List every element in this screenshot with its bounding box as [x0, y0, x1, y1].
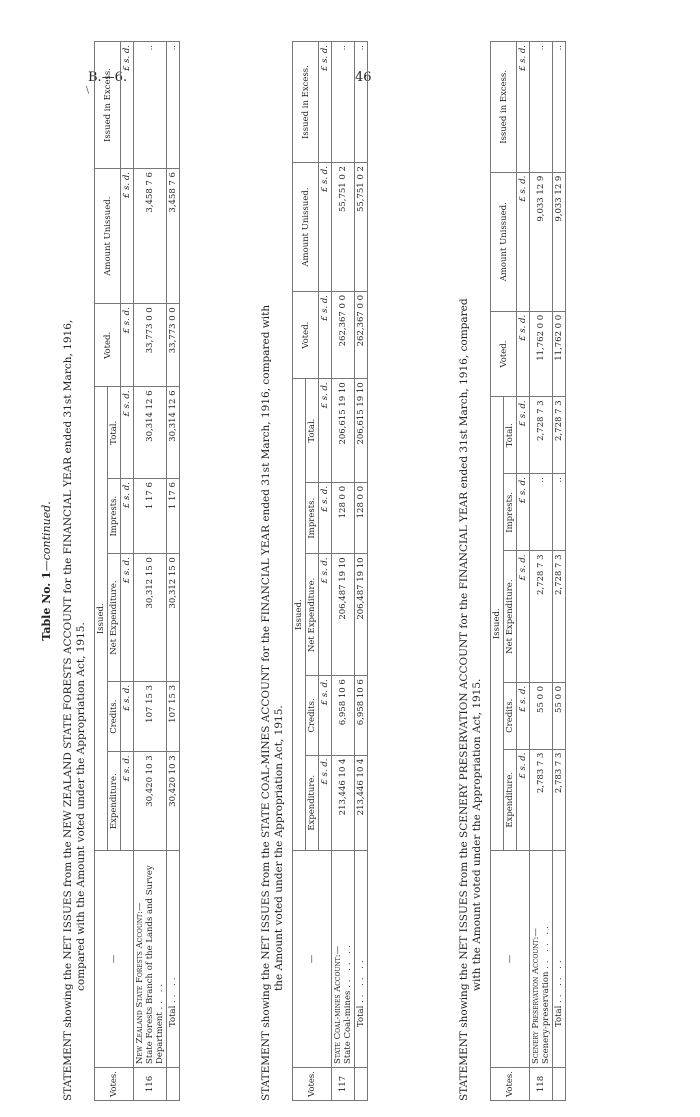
- unit: £ s. d.: [517, 682, 530, 749]
- unit: £ s. d.: [517, 41, 530, 172]
- unissued-value: 3,458 7 6: [134, 168, 167, 303]
- net-expenditure-value: 206,487 19 10: [332, 553, 355, 675]
- statement-heading: STATEMENT showing the NET ISSUES from the NEW ZEALAND STATE FORESTS ACCOUNT for the FINANCIAL YEAR ended 31st March, 1916, compared with the Amount voted under the Appropriation Act, 1915.: [62, 319, 87, 1101]
- total-row: [553, 41, 566, 1100]
- total-imprests: 128 0 0: [355, 482, 368, 554]
- item-description: State Coal-mines Account:— State Coal-mines .. .. ..: [332, 850, 355, 1067]
- issues-table: [292, 41, 368, 1101]
- expenditure-value: 213,446 10 4: [332, 755, 355, 850]
- unissued-header: Amount Unissued.: [491, 172, 517, 311]
- vote-blank: [355, 1067, 368, 1100]
- statement-coal-mines: [260, 41, 368, 1101]
- table-row: [134, 41, 167, 1100]
- description-header: —: [293, 850, 332, 1067]
- issued-header: Issued.: [95, 386, 108, 850]
- net-expenditure-value: 30,312 15 0: [134, 553, 167, 681]
- unit: £ s. d.: [319, 41, 332, 162]
- total-unissued: 55,751 0 2: [355, 162, 368, 291]
- vote-number: 117: [332, 1067, 355, 1100]
- voted-value: 33,773 0 0: [134, 303, 167, 386]
- total-unissued: 3,458 7 6: [167, 168, 180, 303]
- imprests-value: 1 17 6: [134, 478, 167, 553]
- description-header: —: [491, 850, 530, 1067]
- total-voted: 33,773 0 0: [167, 303, 180, 386]
- total-expenditure: 2,783 7 3: [553, 749, 566, 850]
- total-credits: 6,958 10 6: [355, 675, 368, 754]
- unit: £ s. d.: [319, 291, 332, 378]
- votes-header: Votes.: [293, 1067, 332, 1100]
- total-label: Total .. .. ..: [553, 850, 566, 1067]
- excess-header: Issued in Excess.: [491, 41, 517, 172]
- excess-header: Issued in Excess.: [95, 41, 121, 168]
- total-credits: 55 0 0: [553, 682, 566, 749]
- unit: £ s. d.: [517, 311, 530, 397]
- page-code: B.—6.: [88, 70, 128, 85]
- statement-heading: STATEMENT showing the NET ISSUES from the STATE COAL-MINES ACCOUNT for the FINANCIAL YEAR ended 31st March, 1916, compared with the Amount voted under the Appropriation Act, 1915.: [260, 304, 285, 1101]
- issues-table: [94, 41, 180, 1101]
- expenditure-value: 30,420 10 3: [134, 751, 167, 850]
- voted-value: 262,367 0 0: [332, 291, 355, 378]
- unit: £ s. d.: [121, 553, 134, 681]
- imprests-header: Imprests.: [504, 473, 517, 550]
- unit: £ s. d.: [319, 378, 332, 482]
- total-value: 30,314 12 6: [134, 386, 167, 478]
- voted-header: Voted.: [95, 303, 121, 386]
- unit: £ s. d.: [121, 478, 134, 553]
- expenditure-header: Expenditure.: [306, 755, 319, 850]
- excess-header: Issued in Excess.: [293, 41, 319, 162]
- total-excess: ..: [553, 41, 566, 172]
- statement-scenery: [458, 41, 566, 1101]
- issued-header: Issued.: [293, 378, 306, 850]
- credits-header: Credits.: [108, 681, 121, 751]
- statement-heading: STATEMENT showing the NET ISSUES from the SCENERY PRESERVATION ACCOUNT for the FINANCIAL YEAR ended 31st March, 1916, compared with the Amount voted under the Appropriation Act, 1915.: [458, 297, 483, 1101]
- net-expenditure-value: 2,728 7 3: [530, 550, 553, 681]
- expenditure-value: 2,783 7 3: [530, 749, 553, 850]
- total-expenditure: 213,446 10 4: [355, 755, 368, 850]
- total-header: Total.: [108, 386, 121, 478]
- total-voted: 11,762 0 0: [553, 311, 566, 397]
- table-title: Table No. 1—continued.: [40, 500, 53, 641]
- unit: £ s. d.: [121, 168, 134, 303]
- credits-header: Credits.: [306, 675, 319, 754]
- unit: £ s. d.: [121, 386, 134, 478]
- unit: £ s. d.: [121, 751, 134, 850]
- total-imprests: 1 17 6: [167, 478, 180, 553]
- total-credits: 107 15 3: [167, 681, 180, 751]
- votes-header: Votes.: [95, 1067, 134, 1100]
- total-net-expenditure: 2,728 7 3: [553, 550, 566, 681]
- imprests-value: ..: [530, 473, 553, 550]
- net-expenditure-header: Net Expenditure.: [504, 550, 517, 681]
- total-net-expenditure: 206,487 19 10: [355, 553, 368, 675]
- total-row: [355, 41, 368, 1100]
- statement-forests: [62, 41, 180, 1101]
- issues-table: [490, 41, 566, 1101]
- total-label: Total .. .. ..: [355, 850, 368, 1067]
- vote-blank: [553, 1067, 566, 1100]
- total-header: Total.: [504, 396, 517, 473]
- item-description: Scenery Preservation Account:— Scenery-preservation .. .. ..: [530, 850, 553, 1067]
- voted-header: Voted.: [491, 311, 517, 397]
- margin-mark: \: [86, 86, 90, 96]
- total-total: 2,728 7 3: [553, 396, 566, 473]
- issued-header: Issued.: [491, 396, 504, 850]
- total-header: Total.: [306, 378, 319, 482]
- unit: £ s. d.: [121, 681, 134, 751]
- total-total: 30,314 12 6: [167, 386, 180, 478]
- net-expenditure-header: Net Expenditure.: [108, 553, 121, 681]
- total-excess: ..: [355, 41, 368, 162]
- total-value: 2,728 7 3: [530, 396, 553, 473]
- unit: £ s. d.: [517, 172, 530, 311]
- unissued-value: 9,033 12 9: [530, 172, 553, 311]
- excess-value: ..: [134, 41, 167, 168]
- unit: £ s. d.: [319, 162, 332, 291]
- total-label: Total .. ..: [167, 850, 180, 1067]
- credits-header: Credits.: [504, 682, 517, 749]
- item-description: New Zealand State Forests Account:— State Forests Branch of the Lands and Survey Department .. ..: [134, 850, 167, 1067]
- unit: £ s. d.: [319, 755, 332, 850]
- imprests-header: Imprests.: [306, 482, 319, 554]
- total-excess: ..: [167, 41, 180, 168]
- vote-number: 116: [134, 1067, 167, 1100]
- net-expenditure-header: Net Expenditure.: [306, 553, 319, 675]
- total-voted: 262,367 0 0: [355, 291, 368, 378]
- excess-value: ..: [530, 41, 553, 172]
- total-net-expenditure: 30,312 15 0: [167, 553, 180, 681]
- vote-blank: [167, 1067, 180, 1100]
- total-value: 206,615 19 10: [332, 378, 355, 482]
- total-total: 206,615 19 10: [355, 378, 368, 482]
- unit: £ s. d.: [517, 550, 530, 681]
- expenditure-header: Expenditure.: [504, 749, 517, 850]
- description-header: —: [95, 850, 134, 1067]
- credits-value: 107 15 3: [134, 681, 167, 751]
- expenditure-header: Expenditure.: [108, 751, 121, 850]
- credits-value: 6,958 10 6: [332, 675, 355, 754]
- excess-value: ..: [332, 41, 355, 162]
- unit: £ s. d.: [121, 41, 134, 168]
- table-row: [530, 41, 553, 1100]
- credits-value: 55 0 0: [530, 682, 553, 749]
- imprests-value: 128 0 0: [332, 482, 355, 554]
- votes-header: Votes.: [491, 1067, 530, 1100]
- unissued-header: Amount Unissued.: [293, 162, 319, 291]
- total-expenditure: 30,420 10 3: [167, 751, 180, 850]
- rotated-content: [40, 41, 660, 1101]
- total-imprests: ..: [553, 473, 566, 550]
- total-row: [167, 41, 180, 1100]
- unit: £ s. d.: [319, 675, 332, 754]
- unit: £ s. d.: [517, 749, 530, 850]
- unit: £ s. d.: [517, 473, 530, 550]
- unissued-value: 55,751 0 2: [332, 162, 355, 291]
- voted-header: Voted.: [293, 291, 319, 378]
- voted-value: 11,762 0 0: [530, 311, 553, 397]
- imprests-header: Imprests.: [108, 478, 121, 553]
- unit: £ s. d.: [517, 396, 530, 473]
- unissued-header: Amount Unissued.: [95, 168, 121, 303]
- unit: £ s. d.: [121, 303, 134, 386]
- total-unissued: 9,033 12 9: [553, 172, 566, 311]
- vote-number: 118: [530, 1067, 553, 1100]
- table-row: [332, 41, 355, 1100]
- unit: £ s. d.: [319, 482, 332, 554]
- page-number: 46: [355, 70, 372, 85]
- unit: £ s. d.: [319, 553, 332, 675]
